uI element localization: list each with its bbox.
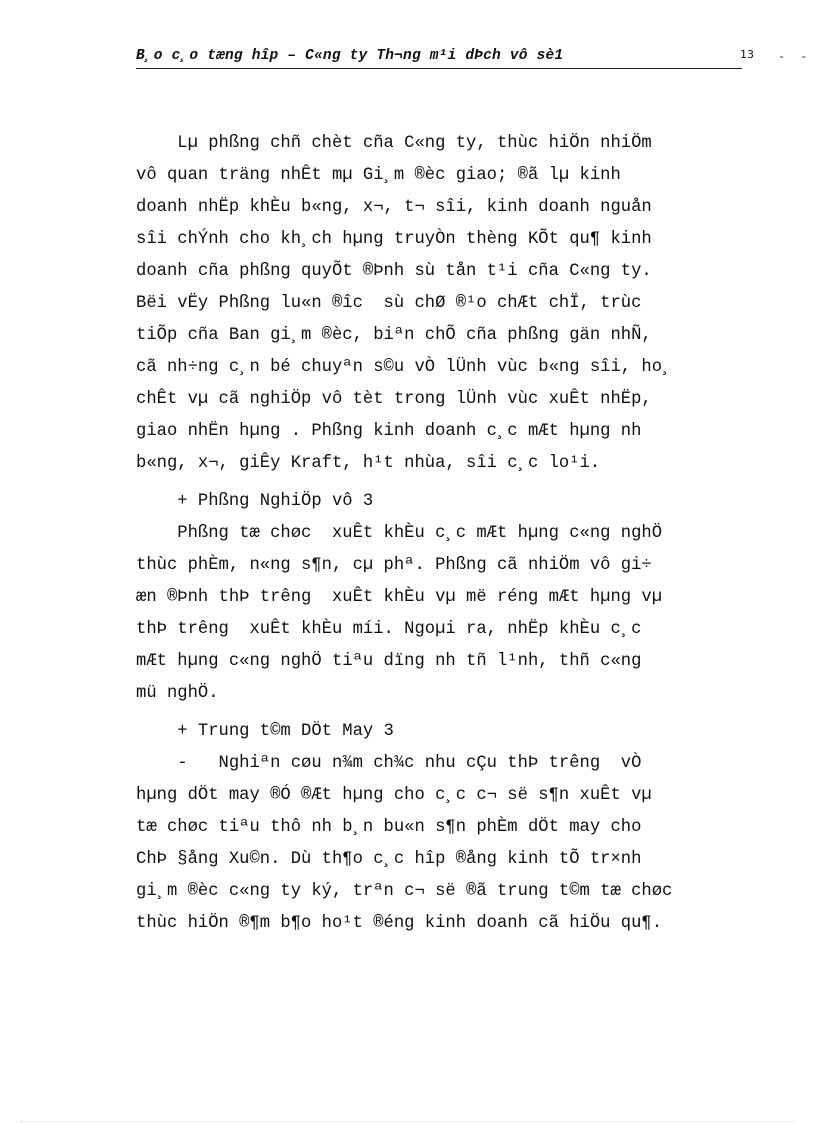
text-line: thÞ trêng xuÊt khÈu míi. Ngoµi ra, nhËp khÈu c¸c	[136, 620, 642, 639]
paragraph	[136, 716, 742, 940]
text-line: thùc hiÖn ®¶m b¶o ho¹t ®éng kinh doanh cã hiÖu qu¶.	[136, 914, 663, 933]
text-line: tæ chøc tiªu thô nh b¸n bu«n s¶n phÈm dÖt may cho	[136, 818, 642, 837]
paragraph	[136, 128, 742, 480]
text-line: ChÞ §ång Xu©n. Dù th¶o c¸c hîp ®ång kinh tÕ tr×nh	[136, 850, 642, 869]
margin-mark: -	[778, 50, 786, 64]
text-line: doanh nhËp khÈu b«ng, x¬, t¬ sîi, kinh doanh nguån	[136, 198, 652, 217]
text-line: sîi chÝnh cho kh¸ch hµng truyÒn thèng KÕt qu¶ kinh	[136, 230, 652, 249]
text-line: Bëi vËy Phßng lu«n ®îc sù chØ ®¹o chÆt chÏ, trùc	[136, 294, 642, 313]
text-line: thùc phÈm, n«ng s¶n, cµ phª. Phßng cã nhiÖm vô gi÷	[136, 556, 652, 575]
text-line: mü nghÖ.	[136, 684, 219, 703]
page-header	[136, 46, 742, 69]
text-line: Phßng tæ chøc xuÊt khÈu c¸c mÆt hµng c«ng nghÖ	[136, 524, 663, 543]
text-line: + Phßng NghiÖp vô 3	[136, 492, 374, 511]
text-line: giao nhËn hµng . Phßng kinh doanh c¸c mÆt hµng nh	[136, 422, 642, 441]
text-line: æn ®Þnh thÞ trêng xuÊt khÈu vµ më réng mÆt hµng vµ	[136, 588, 663, 607]
text-line: Lµ phßng chñ chèt cña C«ng ty, thùc hiÖn nhiÖm	[136, 134, 652, 153]
text-line: vô quan träng nhÊt mµ Gi¸m ®èc giao; ®ã lµ kinh	[136, 166, 621, 185]
text-line: chÊt vµ cã nghiÖp vô tèt trong lÜnh vùc xuÊt nhËp,	[136, 390, 652, 409]
text-line: - Nghiªn cøu n¾m ch¾c nhu cÇu thÞ trêng vÒ	[136, 754, 642, 773]
text-line: gi¸m ®èc c«ng ty ký, trªn c¬ së ®ã trung t©m tæ chøc	[136, 882, 673, 901]
text-line: hµng dÖt may ®Ó ®Æt hµng cho c¸c c¬ së s¶n xuÊt vµ	[136, 786, 652, 805]
text-line: + Trung t©m DÖt May 3	[136, 722, 394, 741]
text-line: b«ng, x¬, giÊy Kraft, h¹t nhùa, sîi c¸c lo¹i.	[136, 454, 601, 473]
text-line: tiÕp cña Ban gi¸m ®èc, biªn chÕ cña phßng gän nhÑ,	[136, 326, 652, 345]
text-line: mÆt hµng c«ng nghÖ tiªu dïng nh tñ l¹nh, thñ c«ng	[136, 652, 642, 671]
text-line: cã nh÷ng c¸n bé chuyªn s©u vÒ lÜnh vùc b«ng sîi, ho¸	[136, 358, 673, 377]
document-body	[136, 128, 742, 940]
page-number: 13	[740, 48, 754, 61]
paragraph	[136, 486, 742, 710]
header-title: B¸o c¸o tæng hîp – C«ng ty Th¬ng m¹i dÞch vô sè1	[136, 48, 564, 64]
text-line: doanh cña phßng quyÕt ®Þnh sù tån t¹i cña C«ng ty.	[136, 262, 652, 281]
margin-mark: -	[800, 50, 808, 64]
footer-rule	[20, 1121, 796, 1122]
